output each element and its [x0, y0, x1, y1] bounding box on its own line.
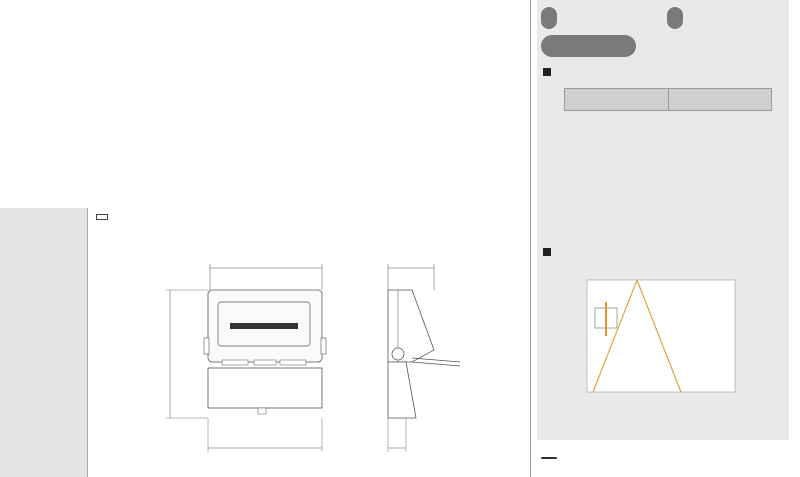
- shape-size-label: [0, 208, 88, 477]
- work-light-tag: [541, 457, 557, 459]
- cri-pill: [541, 35, 636, 57]
- col-distance: [565, 89, 669, 111]
- direct-title: [543, 245, 554, 259]
- illuminance-table: [564, 88, 772, 111]
- front-view: [166, 264, 326, 452]
- salt-resistant-badge: [96, 214, 108, 220]
- side-view: [388, 264, 460, 452]
- tenth-beam-pill: [667, 7, 683, 29]
- illuminance-title: [543, 65, 554, 79]
- half-beam-pill: [541, 7, 557, 29]
- dimension-drawing: [150, 250, 470, 465]
- illuminance-diagram: [537, 258, 789, 430]
- photometric-panel: [537, 0, 789, 440]
- col-center-lux: [668, 89, 772, 111]
